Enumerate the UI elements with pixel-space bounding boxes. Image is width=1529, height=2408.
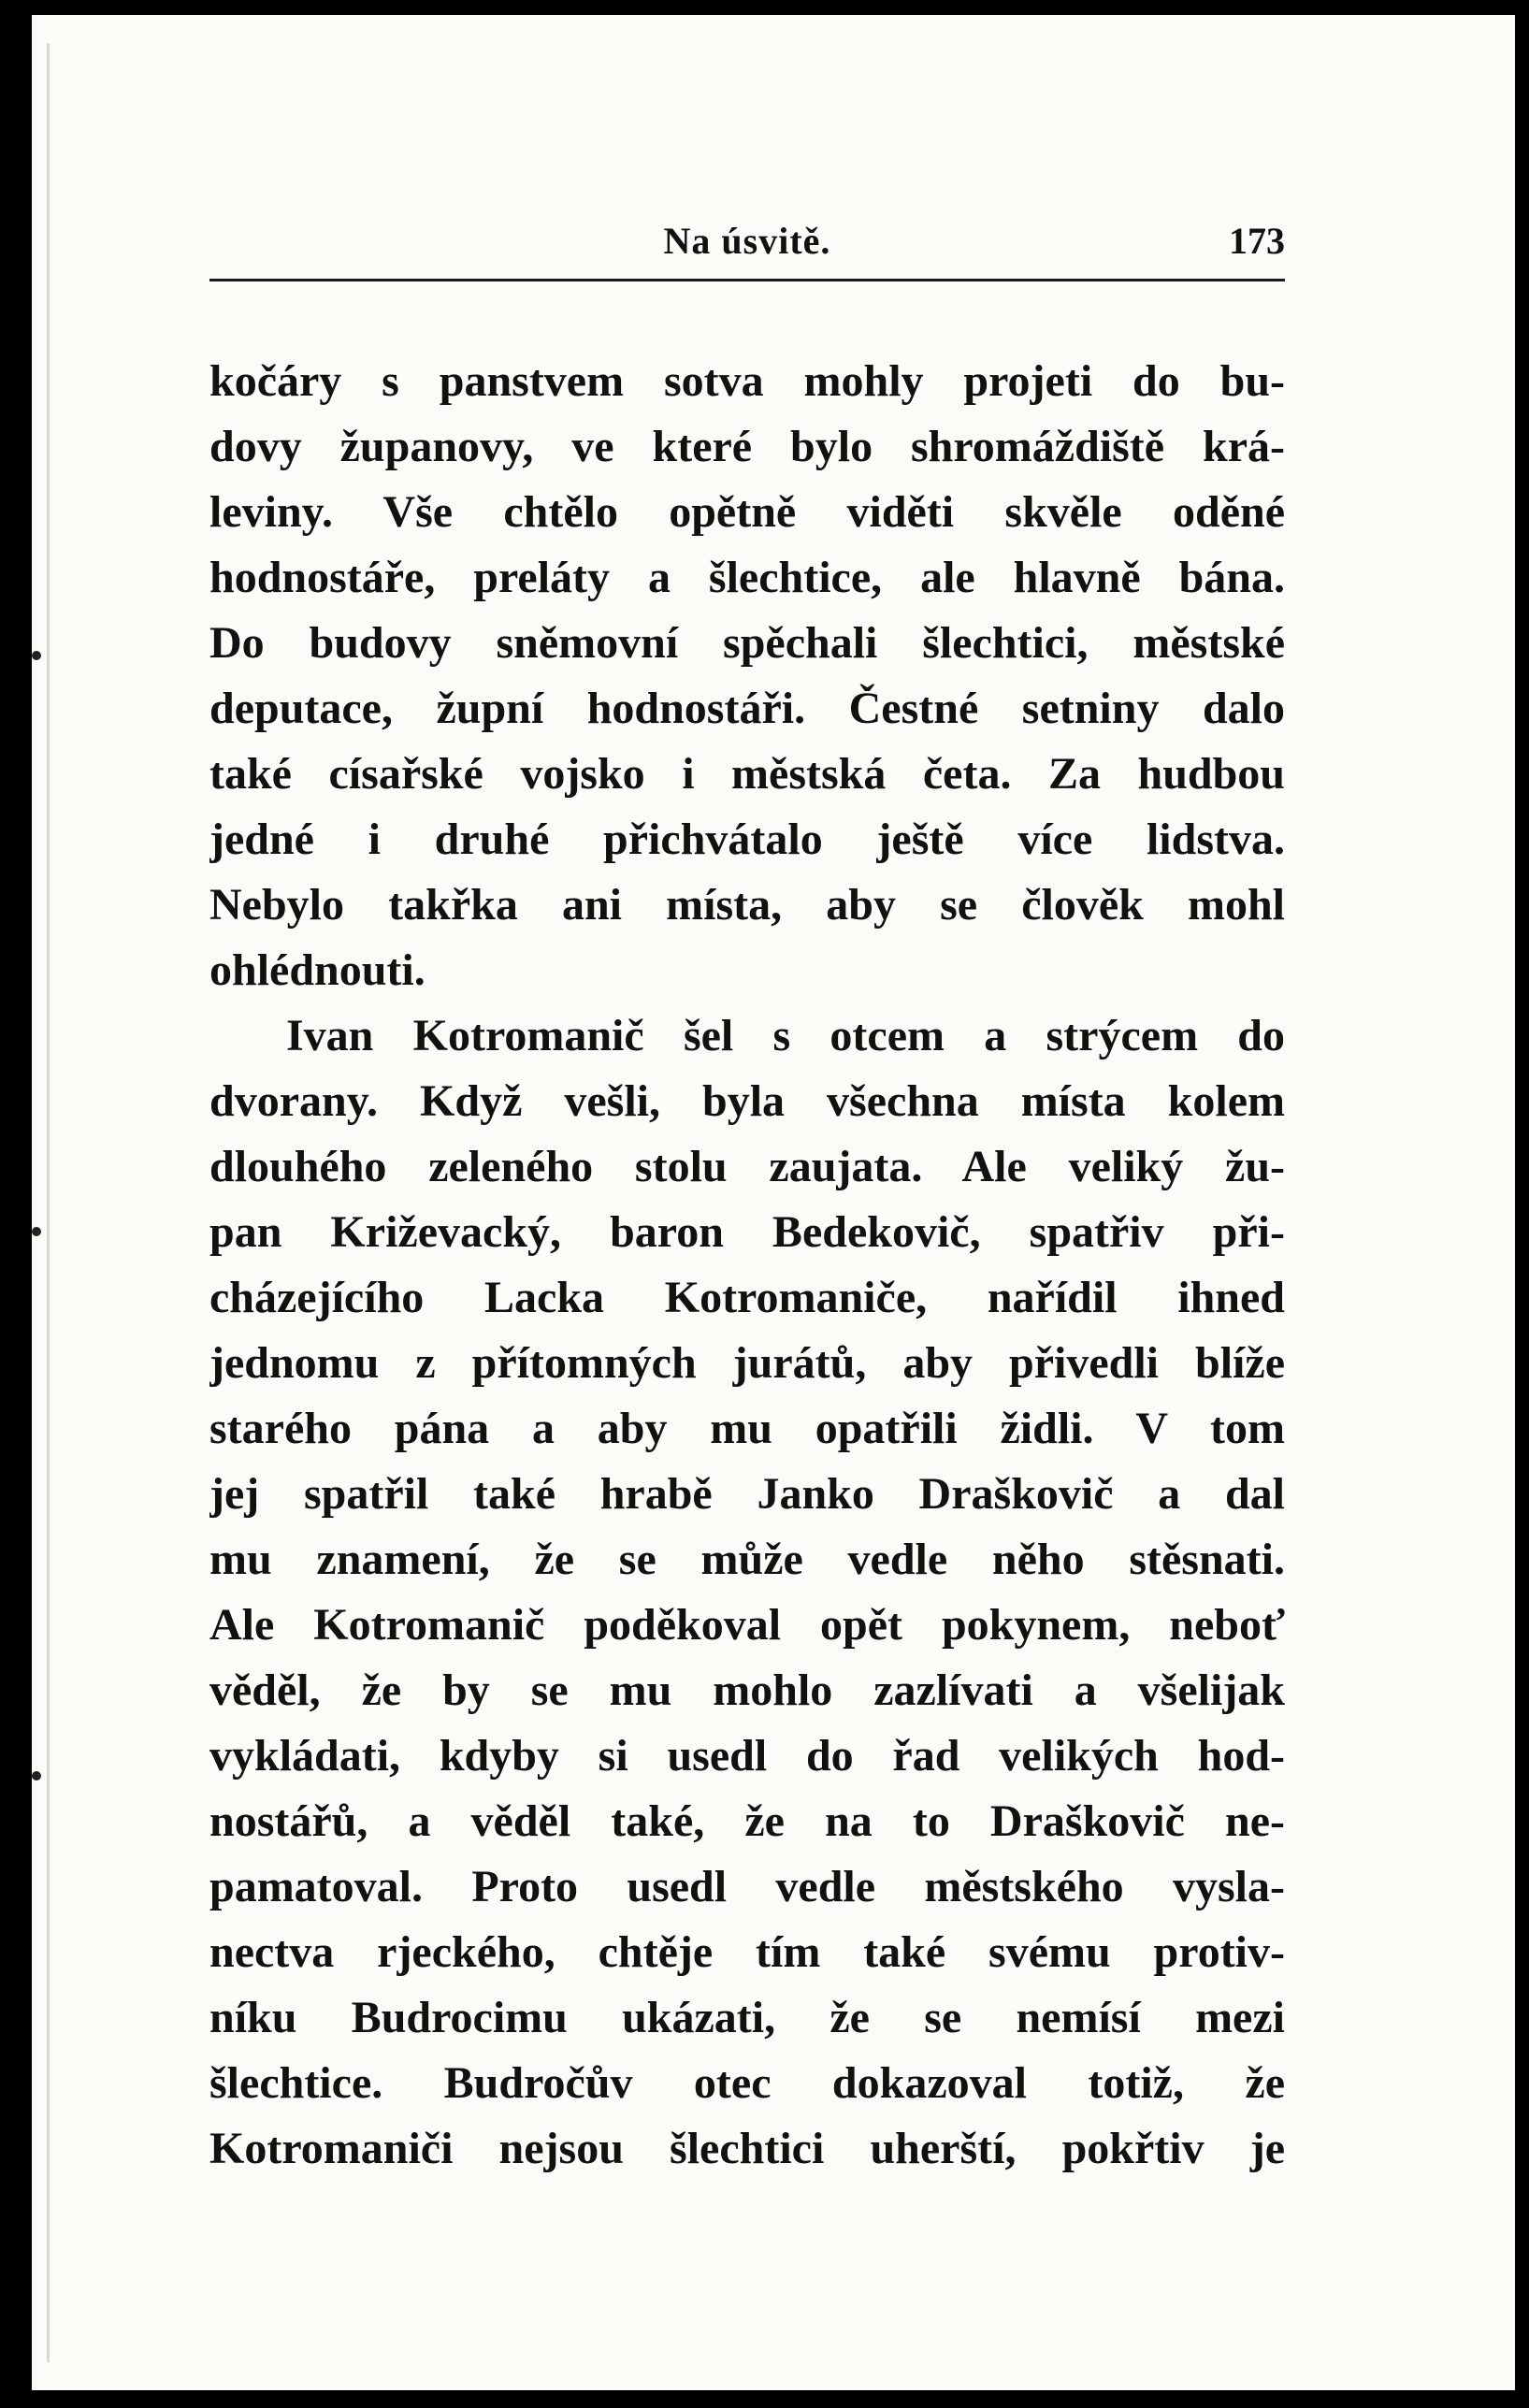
book-page [32, 15, 1515, 2390]
text-line: šlechtice. Budročův otec dokazoval totiž, že [209, 2058, 1285, 2108]
text-line: hodnostáře, preláty a šlechtice, ale hlavně bána. [209, 553, 1285, 602]
text-line: Nebylo takřka ani místa, aby se člověk mohl [209, 880, 1285, 930]
text-line: ohlédnouti. [209, 945, 426, 995]
body-text [209, 349, 1285, 2182]
text-line: nectva rjeckého, chtěje tím také svému protiv- [209, 1927, 1285, 1977]
margin-mark [32, 1227, 41, 1236]
running-header [209, 219, 1285, 275]
paragraph-2 [209, 1003, 1285, 2182]
text-line: věděl, že by se mu mohlo zazlívati a všelijak [209, 1665, 1285, 1715]
text-line: vykládati, kdyby si usedl do řad velikých hod- [209, 1731, 1285, 1781]
header-rule [209, 279, 1285, 281]
text-line: cházejícího Lacka Kotromaniče, nařídil ihned [209, 1273, 1285, 1322]
text-line: Ivan Kotromanič šel s otcem a strýcem do [286, 1011, 1285, 1060]
text-line: nostářů, a věděl také, že na to Draškovič ne- [209, 1796, 1285, 1846]
text-line: jednomu z přítomných jurátů, aby přivedli blíže [209, 1338, 1285, 1388]
text-line: Kotromaniči nejsou šlechtici uherští, pokřtiv je [209, 2124, 1285, 2173]
text-line: pan Križevacký, baron Bedekovič, spatřiv při- [209, 1207, 1285, 1257]
text-line: leviny. Vše chtělo opětně viděti skvěle oděné [209, 487, 1285, 537]
margin-mark [32, 651, 41, 660]
text-line: dvorany. Když vešli, byla všechna místa kolem [209, 1076, 1285, 1126]
text-line: jej spatřil také hrabě Janko Draškovič a dal [209, 1469, 1285, 1519]
margin-mark [32, 1771, 41, 1781]
text-line: Ale Kotromanič poděkoval opět pokynem, neboť [209, 1600, 1285, 1650]
text-line: níku Budrocimu ukázati, že se nemísí mezi [209, 1993, 1285, 2042]
binding-edge [47, 43, 50, 2362]
text-line: dovy županovy, ve které bylo shromáždiště krá- [209, 422, 1285, 471]
text-line: pamatoval. Proto usedl vedle městského vysla- [209, 1862, 1285, 1911]
text-line: deputace, župní hodnostáři. Čestné setniny dalo [209, 684, 1285, 733]
text-line: jedné i druhé přichvátalo ještě více lidstva. [209, 815, 1285, 864]
text-line: dlouhého zeleného stolu zaujata. Ale veliký žu- [209, 1142, 1285, 1191]
text-line: kočáry s panstvem sotva mohly projeti do bu- [209, 356, 1285, 406]
text-line: mu znamení, že se může vedle něho stěsnati. [209, 1535, 1285, 1584]
paragraph-1 [209, 349, 1285, 1003]
text-line: starého pána a aby mu opatřili židli. V tom [209, 1404, 1285, 1453]
page-number: 173 [1229, 220, 1285, 262]
running-title: Na úsvitě. [663, 220, 831, 262]
text-line: Do budovy sněmovní spěchali šlechtici, městské [209, 618, 1285, 668]
text-line: také císařské vojsko i městská četa. Za hudbou [209, 749, 1285, 799]
